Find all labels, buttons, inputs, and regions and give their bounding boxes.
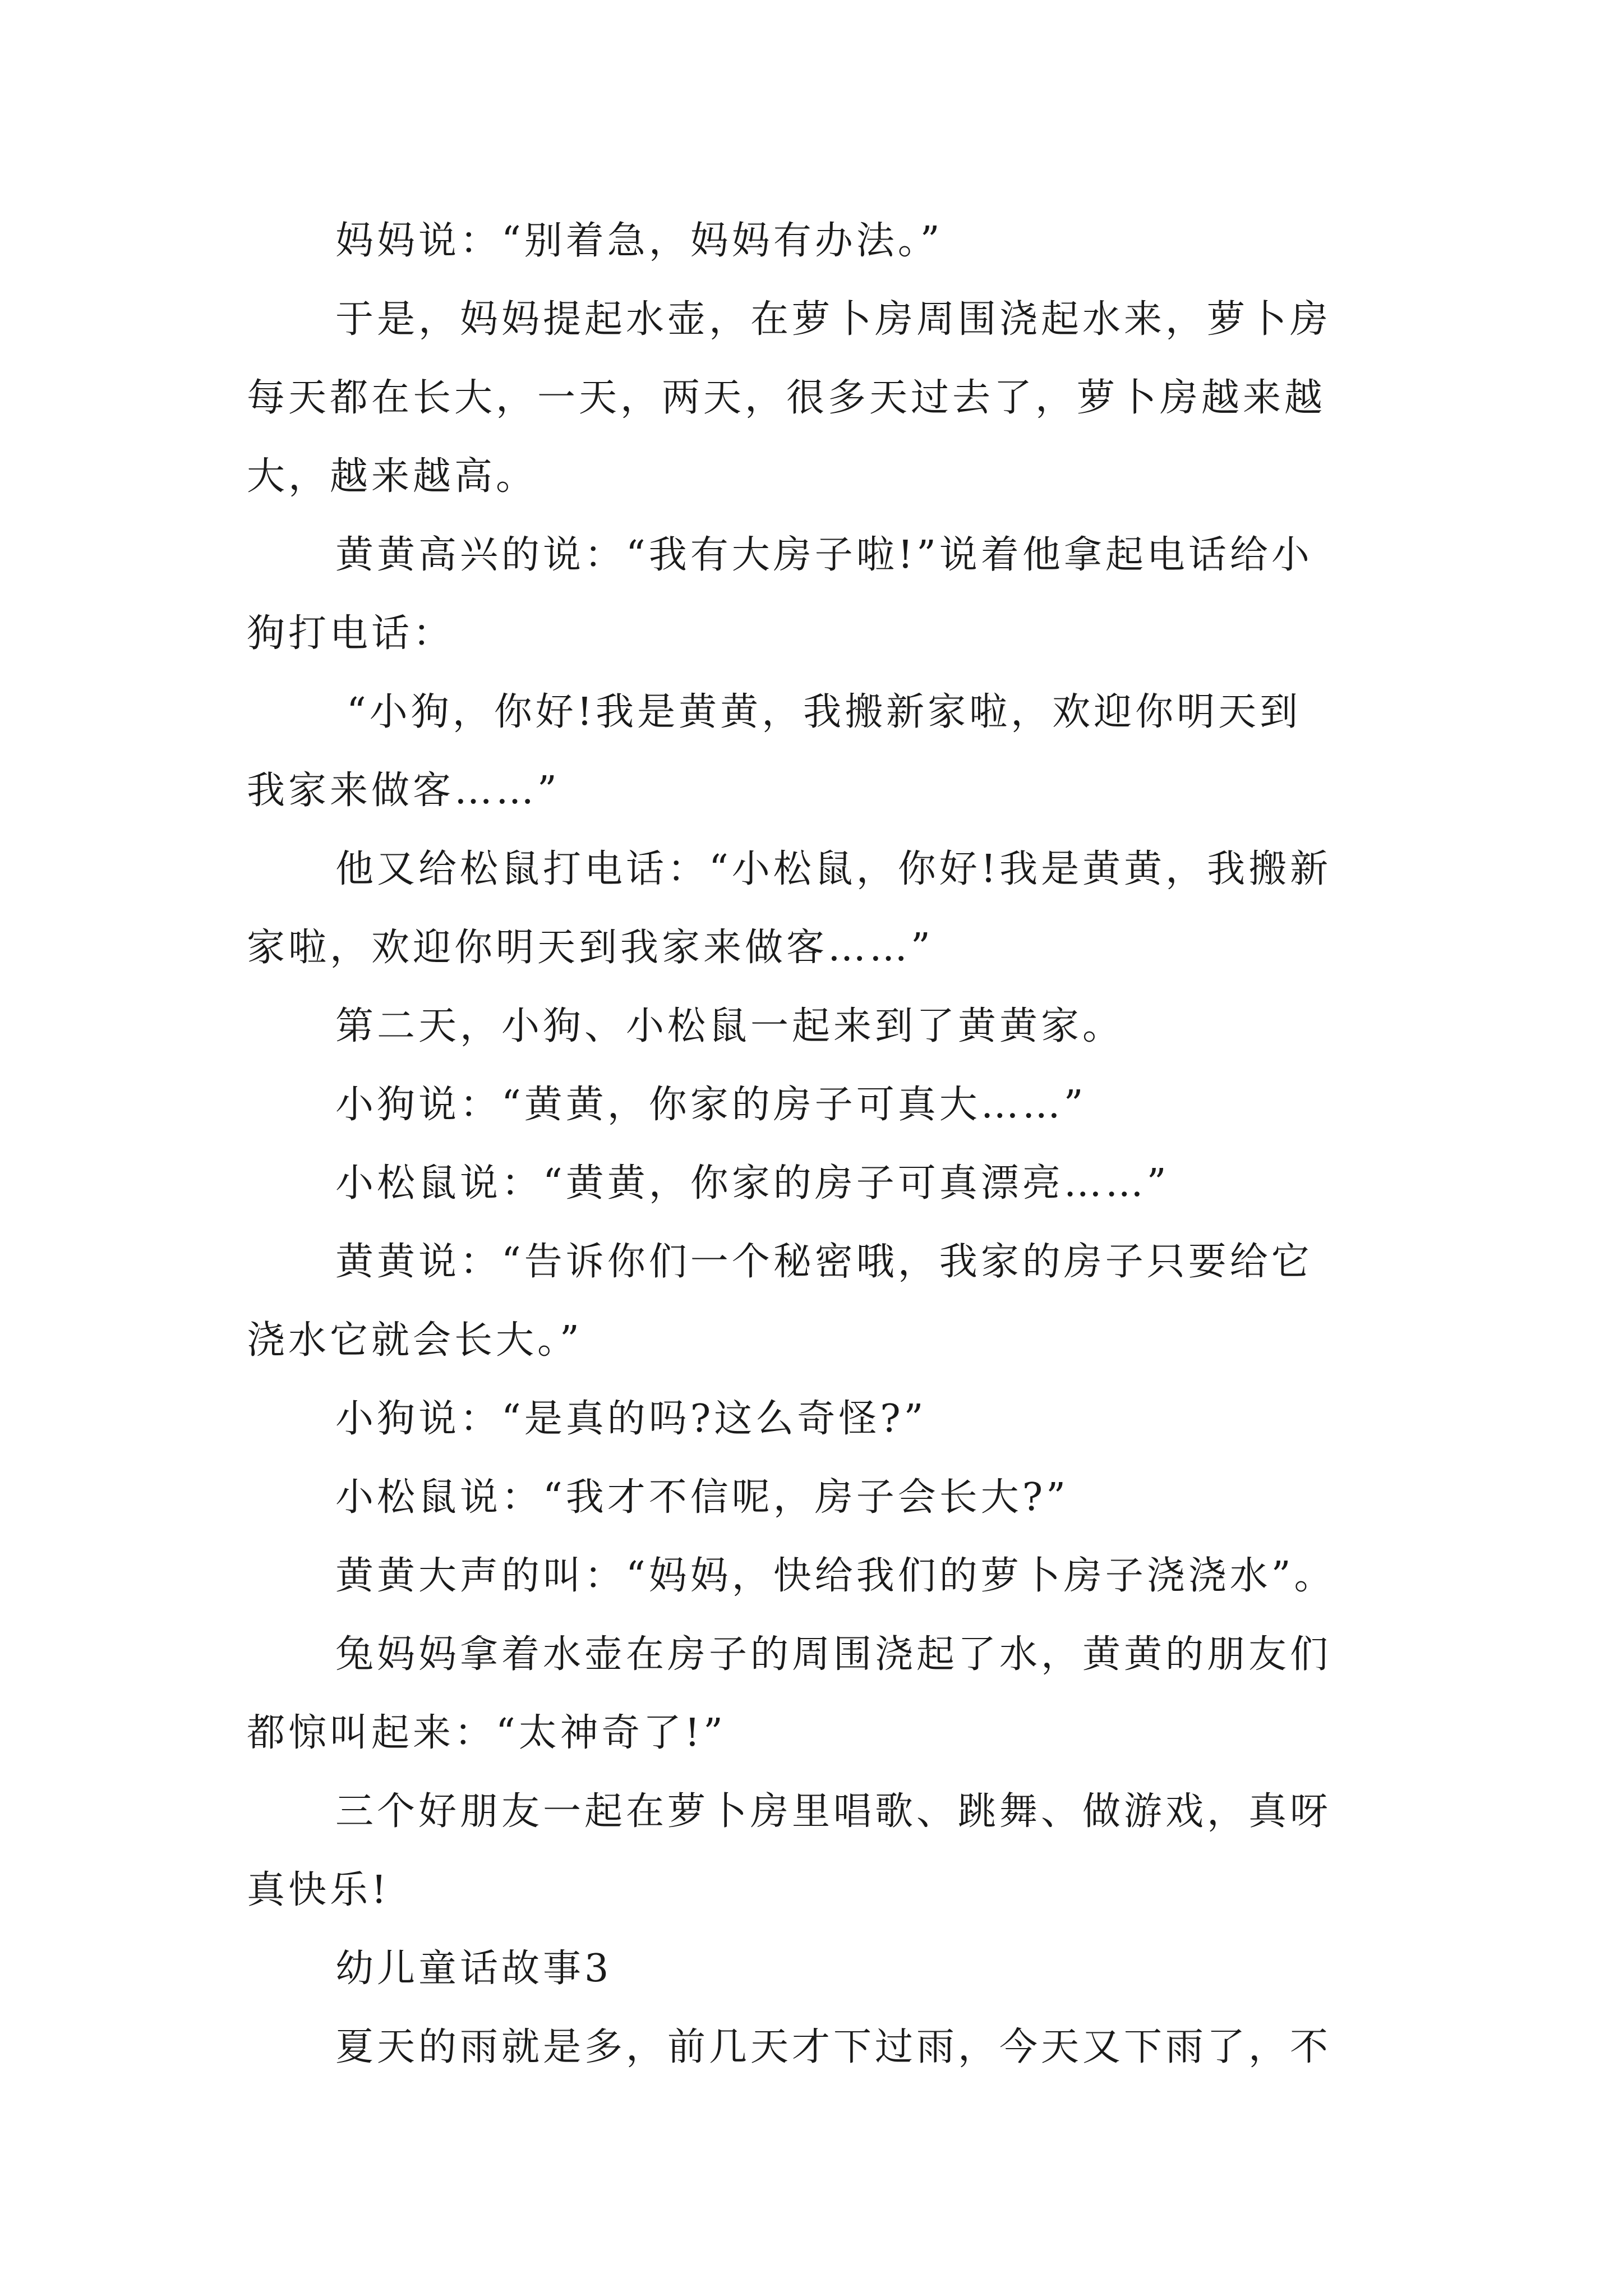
paragraph-line: 浇水它就会长大。” <box>247 1318 583 1363</box>
paragraph-line: 狗打电话： <box>247 611 455 656</box>
paragraph-line: 小松鼠说：“黄黄，你家的房子可真漂亮……” <box>335 1161 1170 1205</box>
paragraph-line: “小狗，你好!我是黄黄，我搬新家啦，欢迎你明天到 <box>347 690 1302 734</box>
paragraph-line: 大，越来越高。 <box>247 454 538 499</box>
paragraph-line: 我家来做客……” <box>247 769 560 813</box>
paragraph-line: 小松鼠说：“我才不信呢，房子会长大?” <box>335 1475 1069 1520</box>
paragraph-line: 每天都在长大，一天，两天，很多天过去了，萝卜房越来越 <box>247 376 1326 420</box>
paragraph-line: 夏天的雨就是多，前几天才下过雨，今天又下雨了，不 <box>335 2025 1332 2069</box>
paragraph-line: 小狗说：“黄黄，你家的房子可真大……” <box>335 1083 1087 1127</box>
paragraph-line: 黄黄高兴的说：“我有大房子啦!”说着他拿起电话给小 <box>335 533 1313 577</box>
paragraph-line: 兔妈妈拿着水壶在房子的周围浇起了水，黄黄的朋友们 <box>335 1632 1332 1677</box>
paragraph-line: 第二天，小狗、小松鼠一起来到了黄黄家。 <box>335 1004 1124 1048</box>
paragraph-line: 于是，妈妈提起水壶，在萝卜房周围浇起水来，萝卜房 <box>335 297 1332 342</box>
paragraph-line: 真快乐! <box>247 1868 390 1912</box>
section-heading: 幼儿童话故事3 <box>335 1947 612 1991</box>
paragraph-line: 都惊叫起来：“太神奇了!” <box>247 1711 726 1755</box>
paragraph-line: 家啦，欢迎你明天到我家来做客……” <box>247 926 934 970</box>
paragraph-line: 黄黄大声的叫：“妈妈，快给我们的萝卜房子浇浇水”。 <box>335 1554 1336 1598</box>
paragraph-line: 三个好朋友一起在萝卜房里唱歌、跳舞、做游戏，真呀 <box>335 1789 1332 1834</box>
paragraph-line: 黄黄说：“告诉你们一个秘密哦，我家的房子只要给它 <box>335 1240 1313 1284</box>
paragraph-line: 他又给松鼠打电话：“小松鼠，你好!我是黄黄，我搬新 <box>335 847 1332 891</box>
paragraph-line: 妈妈说：“别着急，妈妈有办法。” <box>335 219 943 263</box>
paragraph-line: 小狗说：“是真的吗?这么奇怪?” <box>335 1397 927 1441</box>
